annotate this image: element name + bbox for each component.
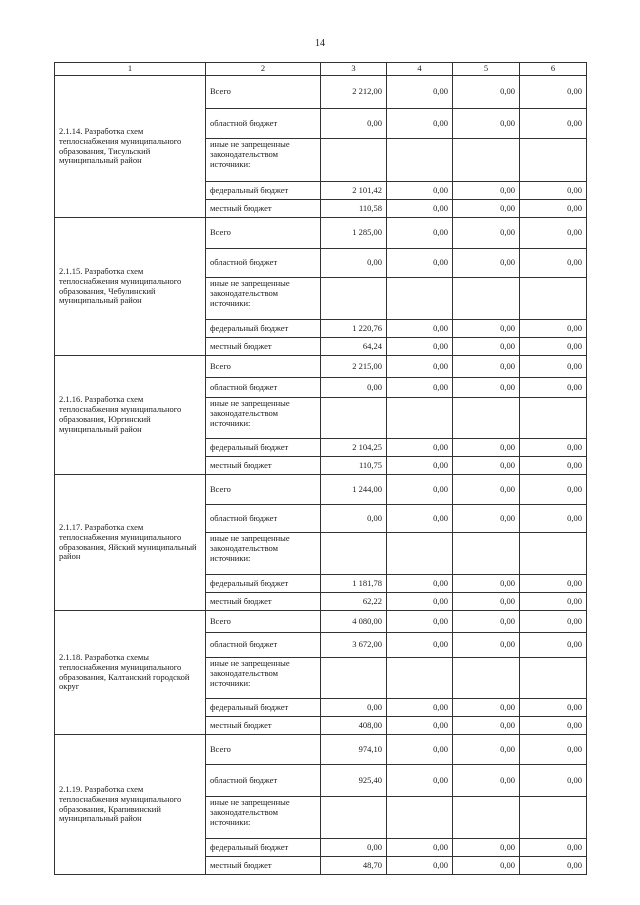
row-label-total: Всего	[206, 76, 321, 109]
value-cell: 0,00	[520, 505, 587, 533]
value-cell: 0,00	[520, 320, 587, 338]
budget-table	[54, 62, 587, 875]
value-cell: 0,00	[520, 839, 587, 857]
value-cell: 0,00	[453, 457, 520, 475]
value-cell: 0,00	[453, 735, 520, 765]
value-cell: 0,00	[387, 717, 453, 735]
value-cell: 0,00	[453, 765, 520, 797]
row-label-regional: областной бюджет	[206, 249, 321, 278]
measure-name: 2.1.15. Разработка схем теплоснабжения муниципального образования, Чебулинский муниципальный район	[55, 218, 206, 356]
value-cell: 0,00	[387, 505, 453, 533]
value-cell: 48,70	[321, 857, 387, 875]
row-label-federal: федеральный бюджет	[206, 439, 321, 457]
value-cell	[520, 139, 587, 182]
value-cell	[520, 797, 587, 839]
value-cell: 0,00	[387, 735, 453, 765]
value-cell: 0,00	[453, 611, 520, 633]
value-cell: 0,00	[387, 457, 453, 475]
value-cell: 2 104,25	[321, 439, 387, 457]
value-cell: 0,00	[387, 182, 453, 200]
measure-name: 2.1.19. Разработка схем теплоснабжения муниципального образования, Крапивинский муниципальный район	[55, 735, 206, 875]
value-cell: 0,00	[520, 575, 587, 593]
value-cell: 0,00	[520, 857, 587, 875]
value-cell: 3 672,00	[321, 633, 387, 658]
value-cell: 0,00	[387, 76, 453, 109]
table-row	[55, 475, 587, 505]
value-cell: 4 080,00	[321, 611, 387, 633]
row-label-regional: областной бюджет	[206, 633, 321, 658]
value-cell: 0,00	[520, 378, 587, 398]
column-header: 5	[453, 63, 520, 76]
row-label-local: местный бюджет	[206, 593, 321, 611]
value-cell: 0,00	[453, 200, 520, 218]
value-cell: 974,10	[321, 735, 387, 765]
value-cell: 0,00	[321, 839, 387, 857]
value-cell: 925,40	[321, 765, 387, 797]
measure-name: 2.1.17. Разработка схем теплоснабжения муниципального образования, Яйский муниципальный район	[55, 475, 206, 611]
measure-name: 2.1.14. Разработка схем теплоснабжения муниципального образования, Тисульский муниципальный район	[55, 76, 206, 218]
value-cell: 0,00	[453, 218, 520, 249]
value-cell: 0,00	[387, 320, 453, 338]
value-cell	[321, 278, 387, 320]
value-cell: 0,00	[387, 439, 453, 457]
value-cell	[321, 398, 387, 439]
value-cell: 0,00	[453, 717, 520, 735]
row-label-total: Всего	[206, 611, 321, 633]
row-label-regional: областной бюджет	[206, 765, 321, 797]
value-cell: 0,00	[321, 699, 387, 717]
measure-name: 2.1.16. Разработка схем теплоснабжения муниципального образования, Юргинский муниципальный район	[55, 356, 206, 475]
row-label-regional: областной бюджет	[206, 505, 321, 533]
value-cell	[387, 278, 453, 320]
row-label-federal: федеральный бюджет	[206, 699, 321, 717]
row-label-total: Всего	[206, 735, 321, 765]
value-cell: 0,00	[321, 109, 387, 139]
value-cell: 110,58	[321, 200, 387, 218]
value-cell: 0,00	[387, 218, 453, 249]
value-cell: 0,00	[520, 475, 587, 505]
column-header: 3	[321, 63, 387, 76]
value-cell: 0,00	[453, 575, 520, 593]
value-cell: 0,00	[321, 378, 387, 398]
column-header: 6	[520, 63, 587, 76]
value-cell: 2 101,42	[321, 182, 387, 200]
value-cell: 0,00	[453, 857, 520, 875]
row-label-local: местный бюджет	[206, 857, 321, 875]
value-cell: 0,00	[387, 338, 453, 356]
value-cell: 0,00	[387, 356, 453, 378]
row-label-other-sources: иные не запрещенные законодательством источники:	[206, 139, 321, 182]
value-cell: 1 285,00	[321, 218, 387, 249]
value-cell: 0,00	[453, 338, 520, 356]
table-row	[55, 218, 587, 249]
value-cell: 0,00	[453, 320, 520, 338]
value-cell	[321, 139, 387, 182]
row-label-local: местный бюджет	[206, 338, 321, 356]
value-cell: 0,00	[453, 76, 520, 109]
row-label-local: местный бюджет	[206, 200, 321, 218]
value-cell: 110,75	[321, 457, 387, 475]
value-cell: 0,00	[387, 475, 453, 505]
row-label-regional: областной бюджет	[206, 109, 321, 139]
row-label-local: местный бюджет	[206, 717, 321, 735]
column-header: 2	[206, 63, 321, 76]
value-cell: 0,00	[520, 218, 587, 249]
value-cell: 1 181,78	[321, 575, 387, 593]
value-cell: 0,00	[453, 378, 520, 398]
value-cell: 0,00	[453, 439, 520, 457]
value-cell: 0,00	[520, 717, 587, 735]
column-header: 4	[387, 63, 453, 76]
value-cell: 0,00	[453, 109, 520, 139]
row-label-regional: областной бюджет	[206, 378, 321, 398]
value-cell: 1 220,76	[321, 320, 387, 338]
value-cell	[321, 797, 387, 839]
value-cell	[453, 139, 520, 182]
value-cell	[453, 658, 520, 699]
value-cell: 0,00	[453, 249, 520, 278]
value-cell	[321, 658, 387, 699]
value-cell	[520, 658, 587, 699]
value-cell: 0,00	[387, 593, 453, 611]
value-cell	[453, 398, 520, 439]
value-cell	[453, 797, 520, 839]
value-cell: 0,00	[387, 839, 453, 857]
value-cell	[321, 533, 387, 575]
value-cell	[453, 533, 520, 575]
value-cell: 0,00	[520, 182, 587, 200]
value-cell	[387, 797, 453, 839]
table-row	[55, 76, 587, 109]
value-cell: 1 244,00	[321, 475, 387, 505]
value-cell: 0,00	[520, 765, 587, 797]
value-cell: 0,00	[520, 338, 587, 356]
row-label-federal: федеральный бюджет	[206, 575, 321, 593]
value-cell: 0,00	[520, 593, 587, 611]
value-cell: 0,00	[387, 109, 453, 139]
value-cell: 0,00	[453, 839, 520, 857]
value-cell: 0,00	[387, 611, 453, 633]
row-label-other-sources: иные не запрещенные законодательством источники:	[206, 797, 321, 839]
table-row	[55, 611, 587, 633]
value-cell: 0,00	[387, 633, 453, 658]
table-header-row	[55, 63, 587, 76]
value-cell: 0,00	[387, 249, 453, 278]
budget-table-body	[55, 63, 587, 875]
value-cell	[520, 533, 587, 575]
value-cell: 0,00	[453, 633, 520, 658]
value-cell: 0,00	[520, 76, 587, 109]
row-label-total: Всего	[206, 356, 321, 378]
value-cell: 0,00	[387, 699, 453, 717]
row-label-local: местный бюджет	[206, 457, 321, 475]
value-cell	[387, 139, 453, 182]
value-cell: 2 215,00	[321, 356, 387, 378]
value-cell	[387, 658, 453, 699]
value-cell: 0,00	[520, 109, 587, 139]
table-row	[55, 735, 587, 765]
value-cell	[520, 278, 587, 320]
value-cell: 0,00	[520, 457, 587, 475]
value-cell: 0,00	[453, 699, 520, 717]
row-label-total: Всего	[206, 475, 321, 505]
value-cell: 0,00	[387, 765, 453, 797]
value-cell: 0,00	[387, 200, 453, 218]
row-label-other-sources: иные не запрещенные законодательством источники:	[206, 533, 321, 575]
value-cell: 0,00	[520, 611, 587, 633]
value-cell	[387, 533, 453, 575]
value-cell: 0,00	[520, 699, 587, 717]
column-header: 1	[55, 63, 206, 76]
row-label-federal: федеральный бюджет	[206, 182, 321, 200]
value-cell: 0,00	[453, 505, 520, 533]
value-cell: 0,00	[453, 356, 520, 378]
value-cell: 0,00	[520, 249, 587, 278]
value-cell: 0,00	[387, 378, 453, 398]
value-cell	[520, 398, 587, 439]
value-cell: 0,00	[520, 439, 587, 457]
row-label-other-sources: иные не запрещенные законодательством источники:	[206, 278, 321, 320]
row-label-other-sources: иные не запрещенные законодательством источники:	[206, 658, 321, 699]
value-cell: 0,00	[387, 857, 453, 875]
measure-name: 2.1.18. Разработка схемы теплоснабжения муниципального образования, Калтанский городской округ	[55, 611, 206, 735]
row-label-federal: федеральный бюджет	[206, 839, 321, 857]
value-cell: 0,00	[453, 475, 520, 505]
value-cell: 0,00	[321, 505, 387, 533]
value-cell	[387, 398, 453, 439]
value-cell: 0,00	[520, 735, 587, 765]
value-cell: 0,00	[453, 593, 520, 611]
row-label-federal: федеральный бюджет	[206, 320, 321, 338]
value-cell: 0,00	[453, 182, 520, 200]
value-cell: 0,00	[520, 633, 587, 658]
value-cell: 62,22	[321, 593, 387, 611]
value-cell: 64,24	[321, 338, 387, 356]
value-cell: 0,00	[321, 249, 387, 278]
value-cell: 2 212,00	[321, 76, 387, 109]
page-number: 14	[315, 38, 325, 49]
value-cell: 0,00	[520, 356, 587, 378]
row-label-total: Всего	[206, 218, 321, 249]
value-cell: 0,00	[520, 200, 587, 218]
value-cell: 0,00	[387, 575, 453, 593]
row-label-other-sources: иные не запрещенные законодательством источники:	[206, 398, 321, 439]
value-cell	[453, 278, 520, 320]
value-cell: 408,00	[321, 717, 387, 735]
table-row	[55, 356, 587, 378]
